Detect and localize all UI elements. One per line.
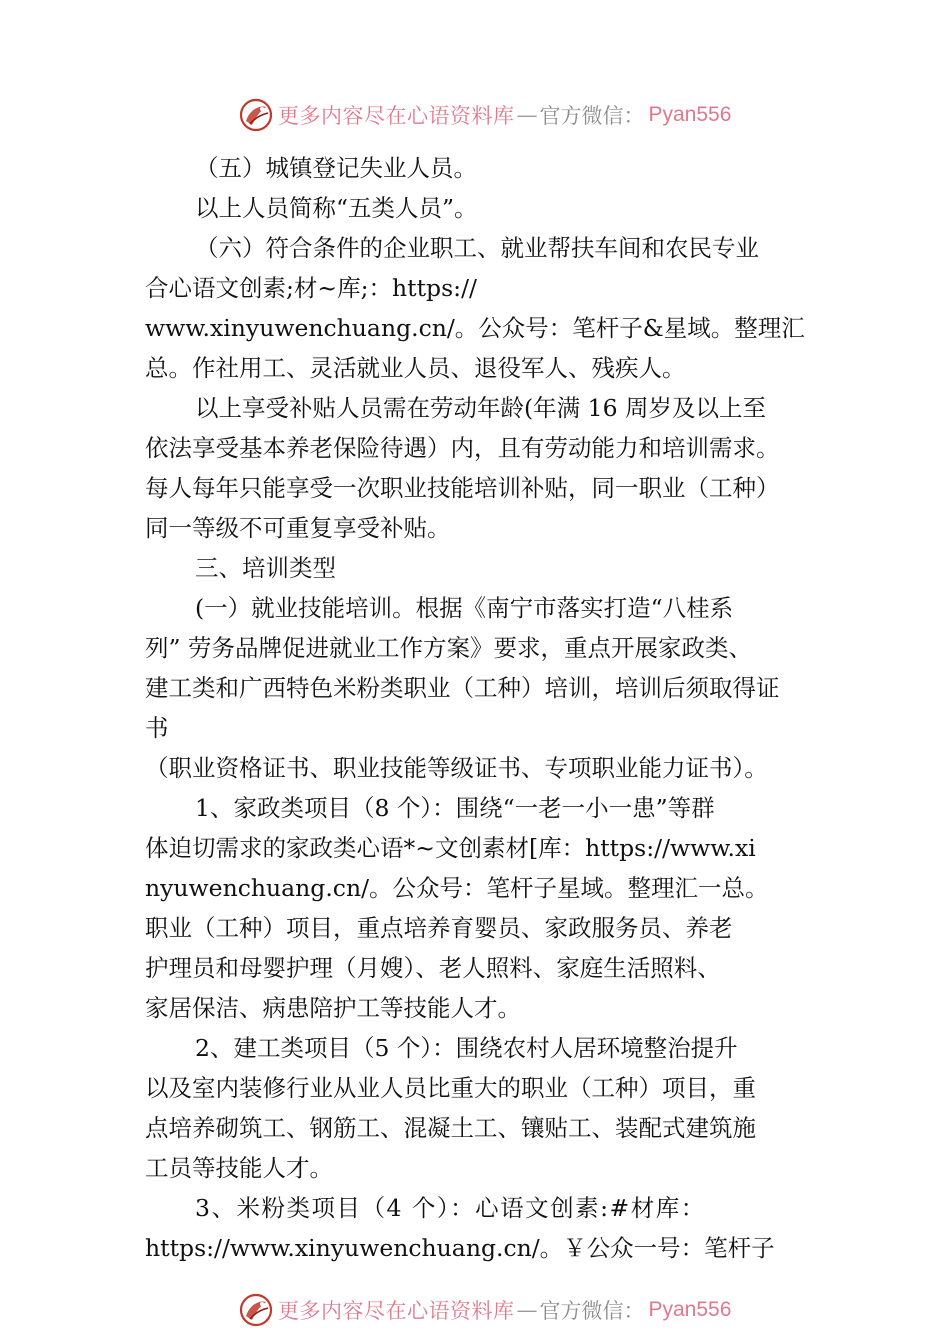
paragraph-line: （六）符合条件的企业职工、就业帮扶车间和农民专业 <box>195 234 759 262</box>
paragraph-line: https://www.xinyuwenchuang.cn/。￥公众一号：笔杆子 <box>145 1234 775 1262</box>
watermark-text: 更多内容尽在心语资料库 <box>278 1299 515 1323</box>
paragraph-line: www.xinyuwenchuang.cn/。公众号：笔杆子&星域。整理汇 <box>145 314 805 342</box>
paragraph-line: 以上人员简称“五类人员”。 <box>195 194 478 222</box>
watermark-logo-icon <box>238 97 274 133</box>
paragraph-line: （五）城镇登记失业人员。 <box>195 154 477 182</box>
paragraph-line: 每人每年只能享受一次职业技能培训补贴，同一职业（工种） <box>145 474 780 502</box>
paragraph-line: 护理员和母婴护理（月嫂）、老人照料、家庭生活照料、 <box>145 954 721 982</box>
paragraph-line: 以及室内装修行业从业人员比重大的职业（工种）项目，重 <box>145 1074 756 1102</box>
watermark-text: 更多内容尽在心语资料库 <box>278 104 515 128</box>
paragraph-line: 建工类和广西特色米粉类职业（工种）培训，培训后须取得证 <box>145 674 780 702</box>
paragraph-line: 工员等技能人才。 <box>145 1154 333 1182</box>
watermark-dash: — <box>516 103 538 127</box>
paragraph-line: (一）就业技能培训。根据《南宁市落实打造“八桂系 <box>195 594 734 622</box>
paragraph-line: （职业资格证书、职业技能等级证书、专项职业能力证书）。 <box>145 754 768 782</box>
paragraph-line: 书 <box>145 714 169 742</box>
watermark-dash: — <box>516 1298 538 1322</box>
watermark-official: 官方微信： <box>539 1299 645 1323</box>
paragraph-line: 家居保洁、病患陪护工等技能人才。 <box>145 994 521 1022</box>
paragraph-line: 以上享受补贴人员需在劳动年龄(年满 16 周岁及以上至 <box>195 394 767 422</box>
section-heading: 三、培训类型 <box>195 554 336 582</box>
document-body <box>145 148 817 1268</box>
paragraph-line: 职业（工种）项目，重点培养育婴员、家政服务员、养老 <box>145 914 733 942</box>
paragraph-line: 2、建工类项目（5 个）：围绕农村人居环境整治提升 <box>195 1034 738 1062</box>
watermark-official: 官方微信： <box>539 104 645 128</box>
paragraph-line: 合心语文创素;材~库;：https:// <box>145 274 477 302</box>
paragraph-line: 3、米粉类项目（4 个）：心语文创素:#材库： <box>195 1194 706 1222</box>
watermark-id: Pyan556 <box>648 103 732 126</box>
watermark-logo-icon <box>238 1292 274 1328</box>
paragraph-line: 依法享受基本养老保险待遇）内，且有劳动能力和培训需求。 <box>145 434 780 462</box>
watermark-id: Pyan556 <box>648 1298 732 1321</box>
watermark-header <box>238 95 731 135</box>
paragraph-line: 同一等级不可重复享受补贴。 <box>145 514 451 542</box>
paragraph-line: 1、家政类项目（8 个）：围绕“一老一小一患”等群 <box>195 794 715 822</box>
paragraph-line: nyuwenchuang.cn/。公众号：笔杆子星域。整理汇一总。 <box>145 874 769 902</box>
paragraph-line: 体迫切需求的家政类心语*~文创素材[库：https://www.xi <box>145 834 756 862</box>
paragraph-line: 点培养砌筑工、钢筋工、混凝土工、镶贴工、装配式建筑施 <box>145 1114 756 1142</box>
watermark-footer <box>238 1290 731 1330</box>
paragraph-line: 总。作社用工、灵活就业人员、退役军人、残疾人。 <box>145 354 686 382</box>
paragraph-line: 列” 劳务品牌促进就业工作方案》要求，重点开展家政类、 <box>145 634 752 662</box>
